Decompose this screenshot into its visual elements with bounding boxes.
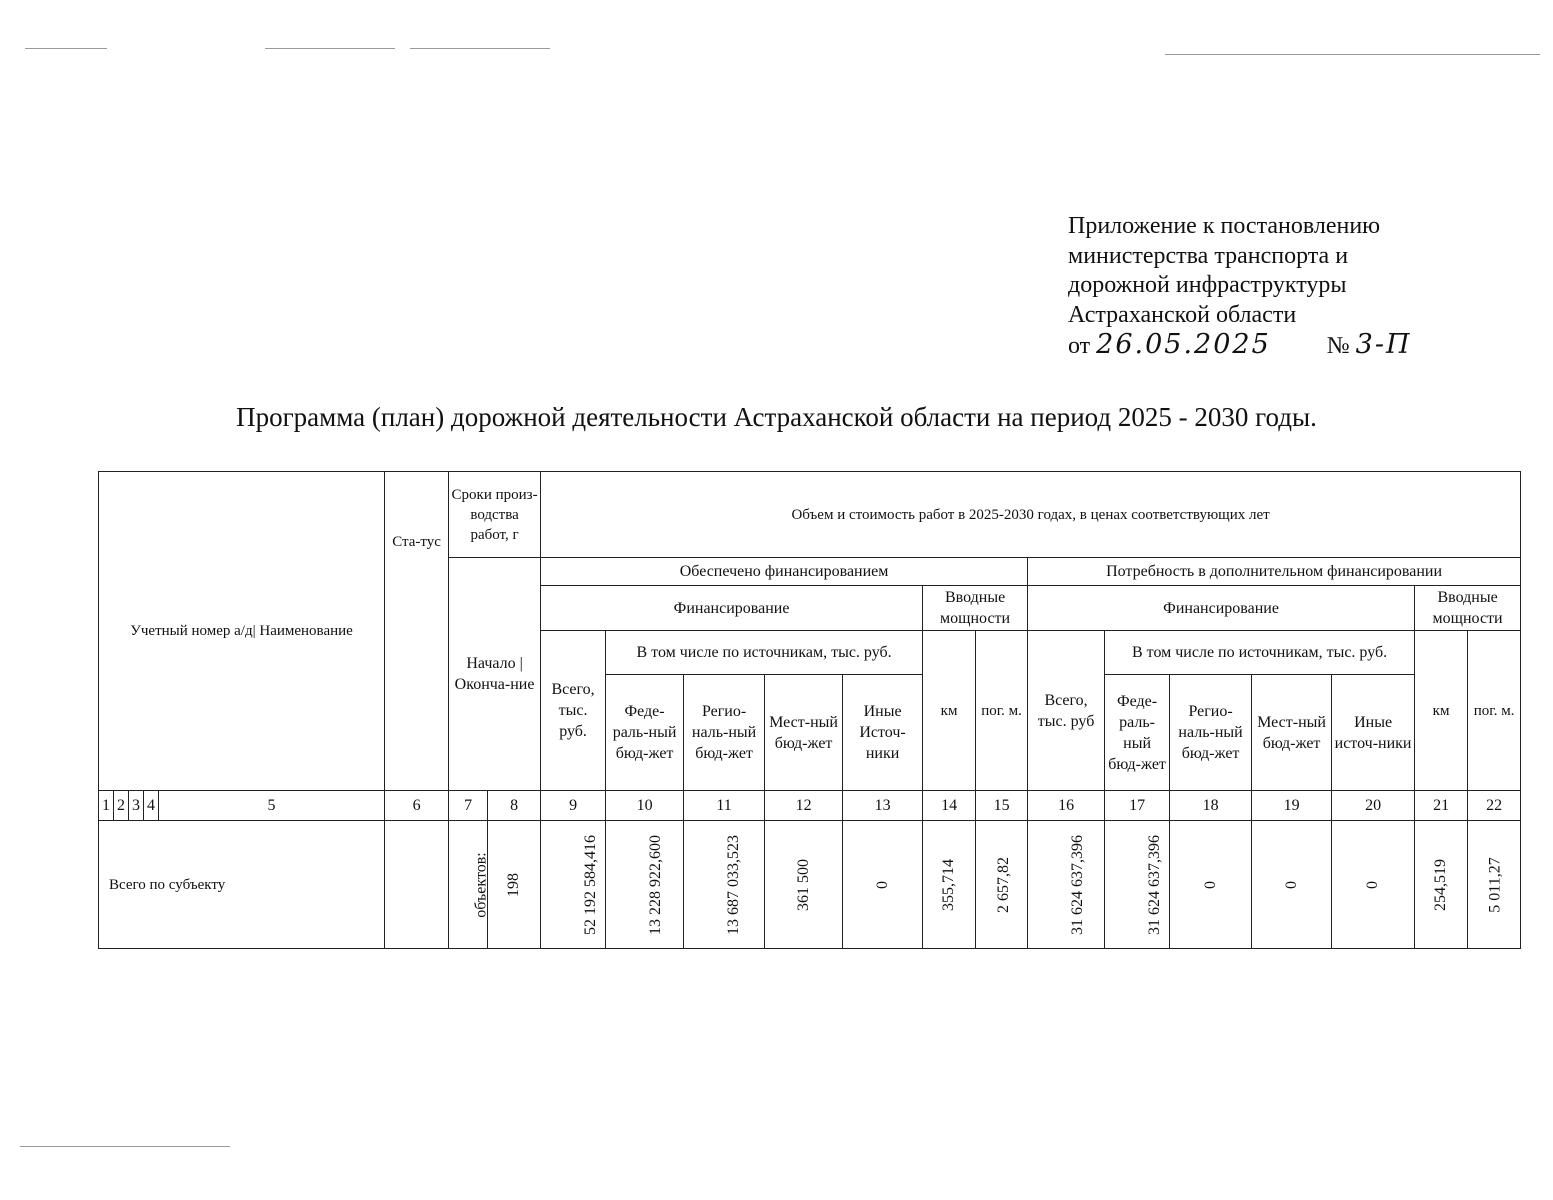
total-value-cell — [923, 821, 976, 949]
column-number: 5 — [159, 791, 385, 821]
total-federal-secured: 13 228 922,600 — [647, 834, 665, 935]
column-number: 10 — [606, 791, 684, 821]
header-capacity-need: Вводные мощности — [1415, 586, 1521, 631]
header-financing-need: Финансирование — [1028, 586, 1415, 631]
total-value-cell — [541, 821, 606, 949]
column-number: 14 — [923, 791, 976, 821]
appendix-line-4: Астраханской области — [1068, 301, 1297, 328]
total-km-need: 254,519 — [1432, 858, 1450, 911]
total-value-cell — [1028, 821, 1105, 949]
header-other-secured: Иные Источ-ники — [843, 675, 923, 791]
total-objects-count-cell — [488, 821, 541, 949]
total-pogm-need: 5 011,27 — [1486, 856, 1504, 913]
header-name: Учетный номер а/д| Наименование — [99, 472, 385, 791]
total-local-need: 0 — [1282, 880, 1300, 889]
header-secured: Обеспечено финансированием — [541, 558, 1028, 586]
appendix-line-3: дорожной инфраструктуры — [1068, 272, 1347, 298]
header-total-need: Всего, тыс. руб — [1028, 631, 1105, 791]
column-number: 16 — [1028, 791, 1105, 821]
total-sum-secured: 52 192 584,416 — [582, 834, 600, 935]
total-value-cell — [843, 821, 923, 949]
column-number: 7 — [449, 791, 488, 821]
appendix-date-line — [1068, 330, 1488, 362]
header-km-need: км — [1415, 631, 1468, 791]
scan-artifact — [410, 48, 550, 49]
column-number: 18 — [1170, 791, 1252, 821]
header-pogm-secured: пог. м. — [976, 631, 1028, 791]
total-value-cell — [1105, 821, 1170, 949]
column-number: 15 — [976, 791, 1028, 821]
header-financing-secured: Финансирование — [541, 586, 923, 631]
total-objects-label: объектов: — [472, 851, 490, 918]
total-label: Всего по субъекту — [99, 821, 385, 949]
total-regional-need: 0 — [1201, 880, 1219, 889]
total-objects-count: 198 — [505, 872, 523, 897]
scan-artifact — [20, 1146, 230, 1147]
header-volume: Объем и стоимость работ в 2025-2030 годах, в ценах соответствующих лет — [541, 472, 1521, 558]
total-row — [99, 821, 1521, 949]
header-by-sources-secured: В том числе по источникам, тыс. руб. — [606, 631, 923, 675]
total-other-secured: 0 — [873, 880, 891, 889]
total-other-need: 0 — [1364, 880, 1382, 889]
header-federal-secured: Феде-раль-ный бюд-жет — [606, 675, 684, 791]
header-need: Потребность в дополнительном финансировании — [1028, 558, 1521, 586]
number-prefix: № — [1326, 333, 1350, 359]
header-terms: Сроки произ-водства работ, г — [449, 472, 541, 558]
column-number: 1 — [99, 791, 114, 821]
column-number: 2 — [114, 791, 129, 821]
header-by-sources-need: В том числе по источникам, тыс. руб. — [1105, 631, 1415, 675]
total-value-cell — [1332, 821, 1415, 949]
header-local-secured: Мест-ный бюд-жет — [765, 675, 843, 791]
column-number: 4 — [144, 791, 159, 821]
handwritten-date: 26.05.2025 — [1096, 329, 1271, 360]
total-value-cell — [765, 821, 843, 949]
header-km-secured: км — [923, 631, 976, 791]
total-value-cell — [1468, 821, 1521, 949]
total-value-cell — [684, 821, 765, 949]
scan-artifact — [25, 48, 107, 49]
total-km-secured: 355,714 — [940, 858, 958, 911]
road-program-table — [98, 471, 1521, 949]
column-number: 11 — [684, 791, 765, 821]
total-status — [385, 821, 449, 949]
document-title: Программа (план) дорожной деятельности Астраханской области на период 2025 - 2030 годы. — [236, 402, 1317, 432]
header-local-need: Мест-ный бюд-жет — [1252, 675, 1332, 791]
column-number: 17 — [1105, 791, 1170, 821]
header-pogm-need: пог. м. — [1468, 631, 1521, 791]
total-value-cell — [606, 821, 684, 949]
column-number: 19 — [1252, 791, 1332, 821]
column-number: 21 — [1415, 791, 1468, 821]
column-number: 12 — [765, 791, 843, 821]
header-regional-secured: Регио-наль-ный бюд-жет — [684, 675, 765, 791]
column-number: 9 — [541, 791, 606, 821]
total-federal-need: 31 624 637,396 — [1146, 834, 1164, 935]
handwritten-number: 3-П — [1355, 329, 1412, 360]
column-number: 20 — [1332, 791, 1415, 821]
total-local-secured: 361 500 — [794, 858, 812, 911]
appendix-block — [1068, 212, 1488, 362]
column-number: 3 — [129, 791, 144, 821]
total-value-cell — [1415, 821, 1468, 949]
column-number: 22 — [1468, 791, 1521, 821]
total-sum-need: 31 624 637,396 — [1069, 834, 1087, 935]
scan-artifact — [265, 48, 395, 49]
column-number: 6 — [385, 791, 449, 821]
appendix-line-1: Приложение к постановлению — [1068, 213, 1381, 239]
header-capacity-secured: Вводные мощности — [923, 586, 1028, 631]
header-federal-need: Феде-раль-ный бюд-жет — [1105, 675, 1170, 791]
date-prefix: от — [1068, 333, 1091, 359]
scan-artifact — [1165, 54, 1540, 55]
header-total-secured: Всего, тыс. руб. — [541, 631, 606, 791]
total-regional-secured: 13 687 033,523 — [725, 834, 743, 935]
header-regional-need: Регио-наль-ный бюд-жет — [1170, 675, 1252, 791]
total-value-cell — [1170, 821, 1252, 949]
header-other-need: Иные источ-ники — [1332, 675, 1415, 791]
total-value-cell — [1252, 821, 1332, 949]
total-objects-label-cell — [449, 821, 488, 949]
total-value-cell — [976, 821, 1028, 949]
header-start-end: Начало | Оконча-ние — [449, 558, 541, 791]
column-number: 8 — [488, 791, 541, 821]
appendix-line-2: министерства транспорта и — [1068, 242, 1349, 269]
column-number: 13 — [843, 791, 923, 821]
total-pogm-secured: 2 657,82 — [995, 856, 1013, 913]
header-status: Ста-тус — [385, 472, 449, 791]
